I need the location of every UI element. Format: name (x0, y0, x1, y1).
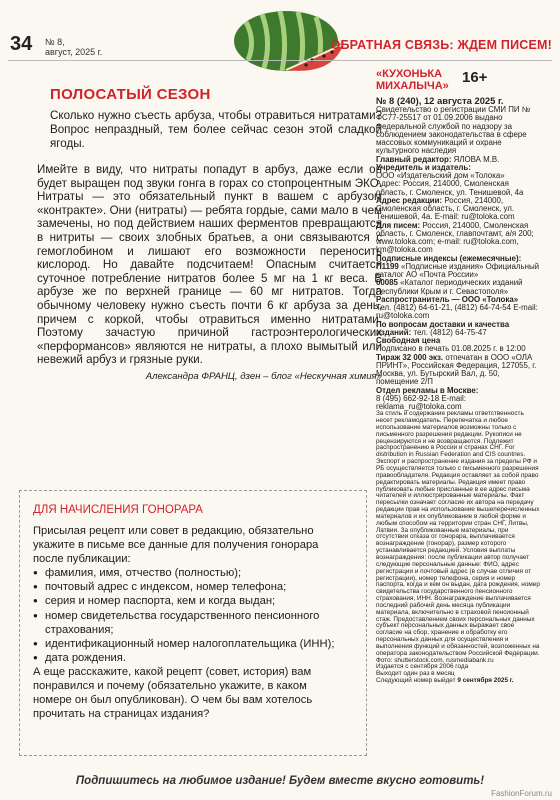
imprint-price: Свободная цена (376, 336, 441, 345)
imprint-circulation: Тираж 32 000 экз. отпечатан в ООО «ОЛА ПРИНТ», Российская Федерация, 127055, г. Москва, ул. Бутырский Вал, д. 50, помещение 2/П (376, 352, 537, 387)
article-lead: Сколько нужно съесть арбуза, чтобы отравиться нитратами? Вопрос непраздный, тем более сейчас сезон этой сладкой ягоды. (50, 109, 382, 150)
imprint (376, 96, 540, 685)
imprint-signed: Подписано в печать 01.08.2025 г. в 12:00 (376, 344, 526, 354)
watermelon-illustration (226, 8, 346, 74)
imprint-quality: По вопросам доставки и качества изданий: тел. (4812) 64-75-47 (376, 319, 510, 337)
imprint-issue: № 8 (240), 12 августа 2025 г. (376, 95, 504, 106)
imprint-ads-label: Отдел рекламы в Москве: (376, 385, 479, 395)
issue-number: № 8, (45, 37, 65, 47)
fee-intro: Присылая рецепт или совет в редакцию, обязательно укажите в письме все данные для получения гонорара после публикации: (33, 525, 319, 566)
footer-slogan: Подпишитесь на любимое издание! Будем вместе вкусно готовить! (75, 775, 485, 787)
fee-heading: ДЛЯ НАЧИСЛЕНИЯ ГОНОРАРА (33, 504, 203, 516)
issue-info (45, 37, 102, 57)
list-item: ● почтовый адрес с индексом, номер телефона; (33, 580, 343, 594)
imprint-photo: Фото: shutterstock.com, rusmediabank.ru (376, 656, 494, 664)
section-heading: ОБРАТНАЯ СВЯЗЬ: ЖДЕМ ПИСЕМ! (330, 38, 552, 52)
article-title: ПОЛОСАТЫЙ СЕЗОН (50, 86, 211, 103)
imprint-editorial-address: Адрес редакции: Россия, 214000, Смоленская область, г. Смоленск, ул. Тенишевой, 4а. E-mail: ru@toloka.com (376, 195, 515, 222)
imprint-founder-address: Адрес: Россия, 214000, Смоленская область, г. Смоленск, ул. Тенишевой, 4а (376, 179, 524, 197)
fee-outro: А еще расскажите, какой рецепт (совет, история) вам понравился и почему (обязательно укажите, в каком номере он был опубликован). О чем бы вам хотелось прочитать на страницах издания? (33, 665, 313, 721)
imprint-distributor-contacts: Тел. (4812) 64-61-21, (4812) 64-74-54 E-mail: ru@toloka.com (376, 303, 538, 321)
issue-date: август, 2025 г. (45, 47, 103, 57)
header-divider (8, 60, 552, 61)
imprint-next-issue: Следующий номер выйдет 9 сентября 2025 г. (376, 677, 514, 685)
imprint-registration: Свидетельство о регистрации СМИ ПИ № ФС77-25517 от 01.09.2006 выдано Федеральной службой по надзору за соблюдением законодательства в сфере массовых коммуникаций и охране культурного наследия (376, 105, 531, 156)
fee-list (33, 566, 343, 665)
imprint-founder-label: Учредитель и издатель: (376, 162, 471, 172)
imprint-subscription-code: П1199 «Подписные издания» Официальный каталог АО «Почта России» (376, 261, 540, 279)
imprint-frequency: Выходит один раз в месяц (376, 670, 455, 678)
list-item: ● дата рождения. (33, 651, 343, 665)
imprint-legal: За стиль и содержание рекламы ответственность несет рекламодатель. Перепечатка и любое использование материалов возможны только с письменного разрешения редакции. Рукописи не рецензируются и не возвращаются. Подлежит распространению в России и странах СНГ. For distribution in Russian Federation and CIS countries. Экспорт и распространение издания за пределы РФ и РБ осуществляется только с письменного разрешения правообладателя. Редакция оставляет за собой право редактировать материалы. Редакция имеет право публиковать любые присланные в ее адрес письма читателей и иллюстрированные материалы. Факт пересылки означает согласие их автора на передачу редакции прав на использование вышеперечисленных материалов и их опубликование в любой форме и любым способом на территории стран СНГ, Литвы, Латвии. За опубликованные материалы, при отсутствии отказа от гонорара, выплачивается вознаграждение (гонорар), размер которого устанавливается редакцией. Условия выплаты вознаграждения: после публикации автор получает следующие персональные данные: ФИО, адрес регистрации и почтовый адрес (в случае отличия от регистрации), номер телефона, серия и номер паспорта, когда и кем он выдан, дата рождения, номер свидетельства государственного пенсионного страхования, ИНН. Вознаграждение выплачивается последний рабочий день месяца публикации материала, включительно в страховой пенсионный стаж. Предоставлением своих персональных данных субъект персональных данных выражает свое согласие на сбор, хранение и обработку его персональных данных для осуществления и выполнения функций и обязанностей, возложенных на оператора законодательством Российской Федерации. (376, 410, 540, 657)
page-number: 34 (10, 33, 33, 55)
imprint-letters: Для писем: Россия, 214000, Смоленская область, г. Смоленск, главпочтамт, а/я 200; www.toloka.com; e-mail: ru@toloka.com, km@toloka.com (376, 220, 534, 255)
article-author: Александра ФРАНЦ, дзен – блог «Нескучная химия» (145, 370, 382, 382)
imprint-catalog-code: 60085 «Каталог периодических изданий Республики Крым и г. Севастополя» (376, 278, 523, 296)
magazine-brand (376, 68, 449, 92)
brand-line: МИХАЛЫЧА» (376, 80, 449, 92)
list-item: ● серия и номер паспорта, кем и когда выдан; (33, 594, 343, 608)
list-item: ● номер свидетельства государственного пенсионного страхования; (33, 609, 343, 637)
imprint-subscription: Подписные индексы (ежемесячные): (376, 253, 522, 263)
imprint-editor: Главный редактор: ЯЛОВА М.В. (376, 154, 500, 164)
brand-line: «КУХОНЬКА (376, 68, 443, 80)
article (12, 86, 382, 382)
watermark: FashionForum.ru (491, 789, 552, 798)
list-item: ● идентификационный номер налогоплательщика (ИНН); (33, 637, 343, 651)
imprint-since: Издается с сентября 2006 года (376, 663, 469, 671)
fee-content (33, 524, 343, 721)
imprint-ads: 8 (495) 662-92-18 E-mail: reklama_ru@toloka.com (376, 393, 466, 411)
imprint-founder: ООО «Издательский дом «Толока» (376, 171, 505, 180)
article-body: Имейте в виду, что нитраты попадут в арбуз, даже если он будет выращен под звуки гонга в горах со стопроцентным ЭКО. Нитраты — это обязательный пункт в вашем с арбузом «контракте». Они (нитраты) — ребята гордые, сами мало в чем замечены, но под действием наших ферментов превращаются в нитриты — своих злобных братьев, а они связываются с гемоглобином и лишают его возможности переносить кислород. Но давайте подсчитаем! Опасным считается суточное потребление нитратов более 5 мг на 1 кг веса. В арбузе же по верхней границе — 60 мг нитратов. Тогда обычному человеку нужно съесть почти 6 кг арбуза за день, причем с коркой, чтобы отравиться именно нитратами. Поэтому зачастую причиной гастроэнтерологических «перформансов» являются не нитраты, а плохо вымытый или невежий арбуз и грязные руки. (37, 163, 382, 367)
list-item: ● фамилия, имя, отчество (полностью); (33, 566, 343, 580)
age-rating: 16+ (462, 69, 488, 86)
imprint-distributor: Распространитель — ООО «Толока» (376, 294, 519, 304)
